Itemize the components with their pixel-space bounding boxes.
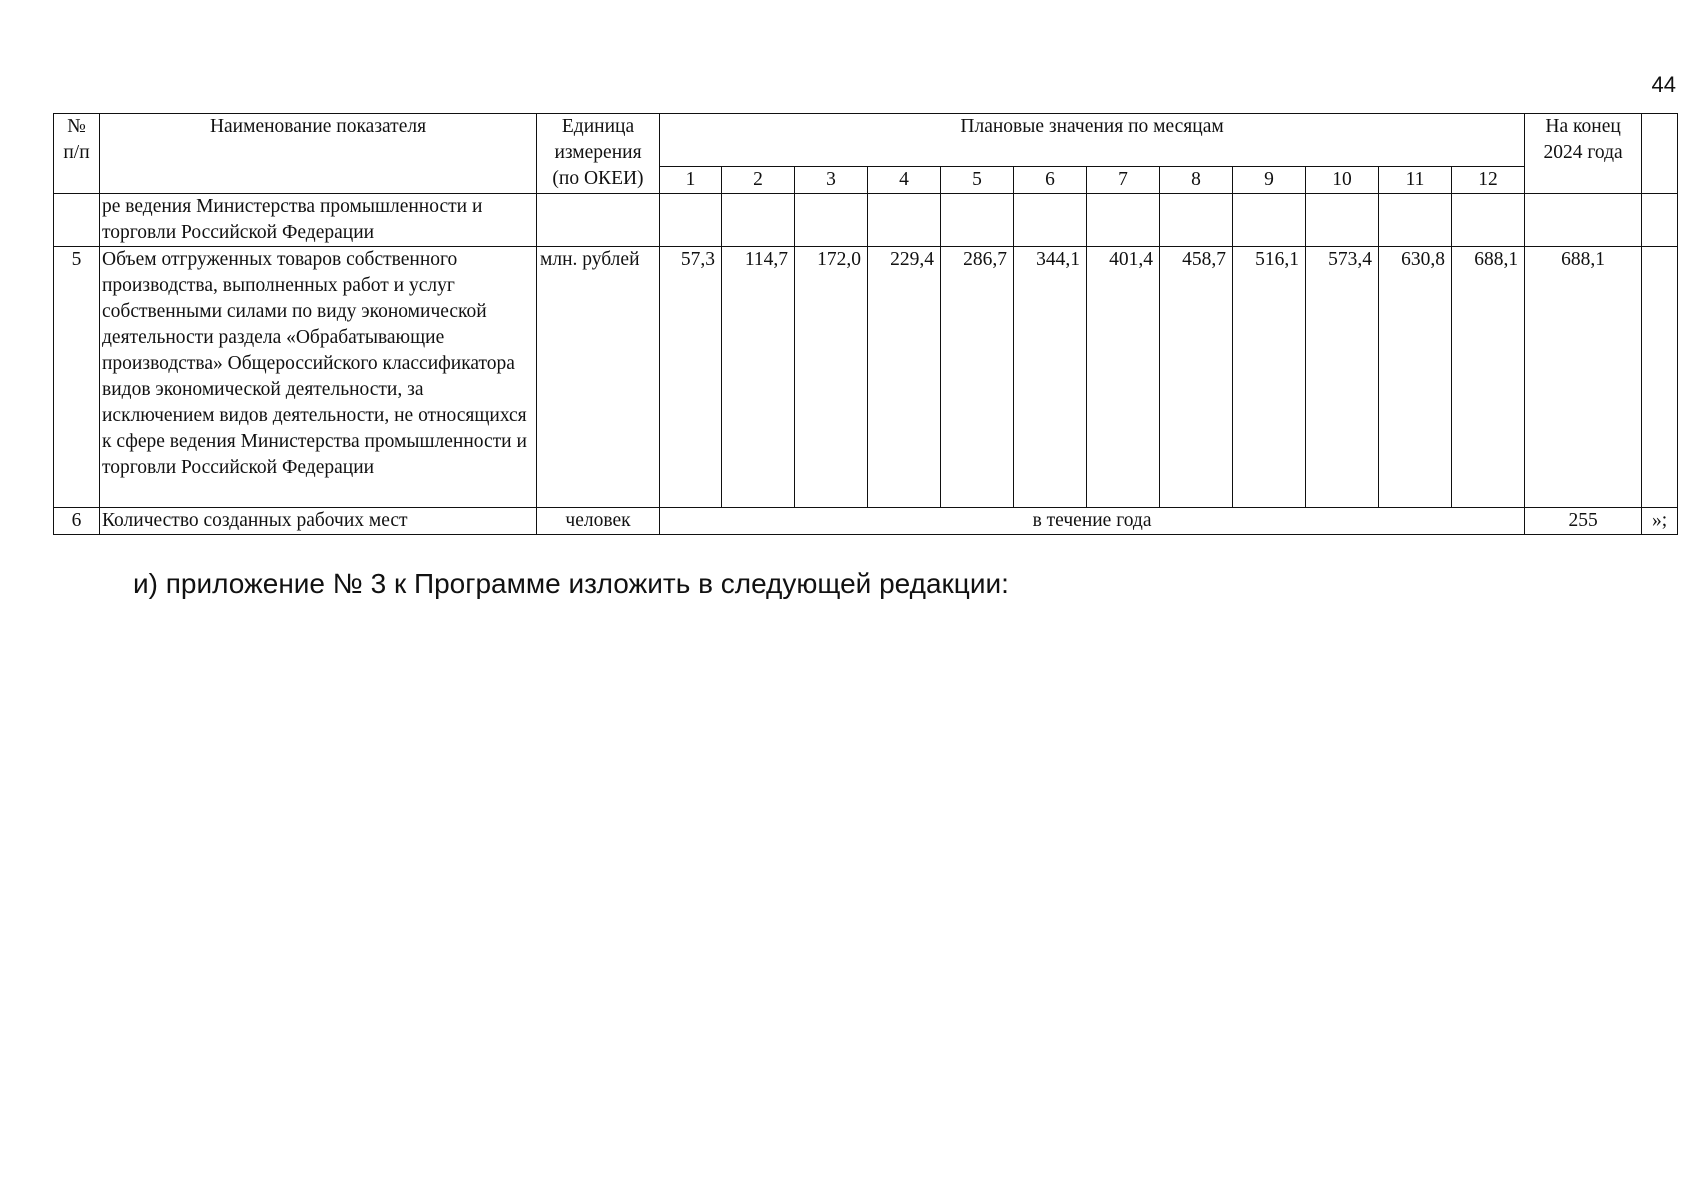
amendment-paragraph: и) приложение № 3 к Программе изложить в следующей редакции: [133,568,1009,599]
monthly-value-cell: 630,8 [1379,247,1452,508]
month-header: 12 [1452,167,1525,194]
header-year-end: На конец 2024 года [1525,114,1642,194]
indicator-name-cell: Количество созданных рабочих мест [100,508,537,535]
row-number-cell: 5 [54,247,100,508]
planned-values-table [53,113,1678,535]
unit-cell: млн. рублей [537,247,660,508]
year-end-cell [1525,194,1642,247]
monthly-value-cell: 458,7 [1160,247,1233,508]
side-column-cell [1642,114,1678,194]
table-row [54,194,1678,247]
year-end-cell: 255 [1525,508,1642,535]
page-number: 44 [1651,72,1676,97]
monthly-value-cell: 688,1 [1452,247,1525,508]
indicator-name-cell: Объем отгруженных товаров собственного производства, выполненных работ и услуг собственными силами по виду экономической деятельности раздела «Обрабатывающие производства» Общероссийского классификатора видов экономической деятельности, за исключением видов деятельности, не относящихся к сфере ведения Министерства промышленности и торговли Российской Федерации [100,247,537,508]
month-header: 6 [1014,167,1087,194]
monthly-value-cell: 286,7 [941,247,1014,508]
month-header: 11 [1379,167,1452,194]
table-row [54,508,1678,535]
header-monthly-plan: Плановые значения по месяцам [660,114,1525,167]
monthly-value-cell: 516,1 [1233,247,1306,508]
month-header: 7 [1087,167,1160,194]
year-end-cell: 688,1 [1525,247,1642,508]
month-header: 3 [795,167,868,194]
side-column-cell [1642,194,1678,247]
monthly-value-cell: 114,7 [722,247,795,508]
month-header: 9 [1233,167,1306,194]
table-row [54,247,1678,508]
monthly-value-cell: 401,4 [1087,247,1160,508]
row-number-cell [54,194,100,247]
header-number: № п/п [54,114,100,194]
month-header: 5 [941,167,1014,194]
header-indicator-name: Наименование показателя [100,114,537,194]
row-number-cell: 6 [54,508,100,535]
month-header: 1 [660,167,722,194]
unit-cell [537,194,660,247]
unit-cell: человек [537,508,660,535]
header-unit: Единица измерения (по ОКЕИ) [537,114,660,194]
monthly-value-cell: 573,4 [1306,247,1379,508]
month-header: 8 [1160,167,1233,194]
monthly-note-cell: в течение года [660,508,1525,535]
month-header: 2 [722,167,795,194]
monthly-value-cell: 229,4 [868,247,941,508]
monthly-value-cell: 172,0 [795,247,868,508]
monthly-value-cell: 344,1 [1014,247,1087,508]
month-header: 4 [868,167,941,194]
monthly-value-cell: 57,3 [660,247,722,508]
indicator-name-cell: ре ведения Министерства промышленности и торговли Российской Федерации [100,194,537,247]
side-column-cell [1642,247,1678,508]
header-row [54,114,1678,167]
closing-quote-cell: »; [1642,508,1678,535]
month-header: 10 [1306,167,1379,194]
